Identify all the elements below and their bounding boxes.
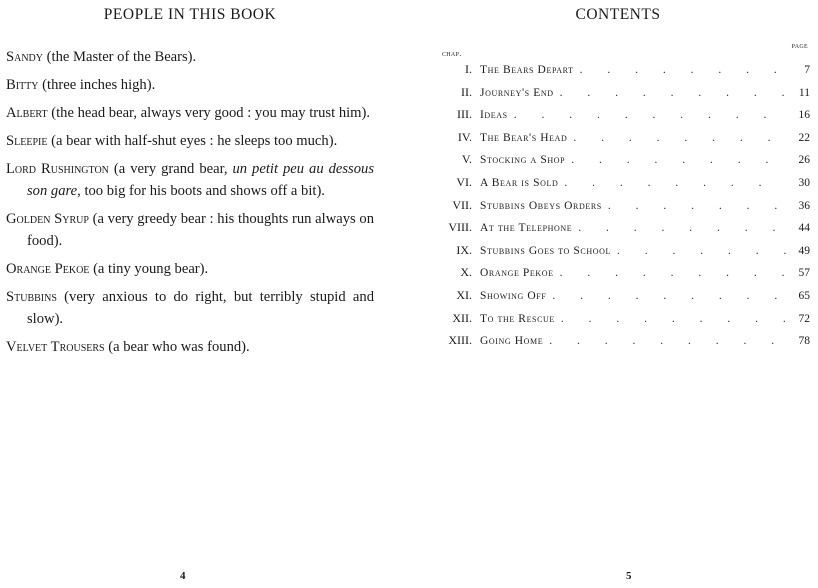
chapter-title: Going Home [480,335,544,348]
person-name: Lord Rushington [6,161,109,177]
person-name: Orange Pekoe [6,261,90,277]
person-description: (very anxious to do right, but terribly stupid and slow). [27,289,374,327]
person-name: Bitty [6,77,39,93]
toc-entry [440,175,810,198]
people-heading: PEOPLE IN THIS BOOK [103,6,277,23]
chapter-page: 49 [798,244,810,257]
chapter-number: XII. [452,310,472,325]
person-entry [6,158,374,202]
person-name: Stubbins [6,289,57,305]
chapter-number: II. [461,84,472,99]
dot-leader [560,87,786,99]
chapter-title: Orange Pekoe [480,267,554,280]
dot-leader [561,313,786,325]
person-entry [6,258,374,280]
chapter-number: VIII. [448,220,472,235]
chapter-number: IX. [456,242,472,257]
toc-entry [440,265,810,288]
toc-entry [440,107,810,130]
chapter-title: Stubbins Obeys Orders [480,199,602,212]
dot-leader [552,290,786,302]
chapter-title: Showing Off [480,289,547,302]
chapter-page: 65 [798,289,810,302]
chapter-page: 57 [798,267,810,280]
person-name: Velvet Trousers [6,339,105,355]
person-entry [6,336,374,358]
chapter-page: 36 [798,199,810,212]
person-entry [6,130,374,152]
chapter-number: V. [461,152,472,167]
chapter-title: Stocking a Shop [480,154,566,167]
toc-entry [440,85,810,108]
chapter-page: 11 [798,86,810,99]
chapter-page: 78 [798,335,810,348]
chapter-page: 44 [798,222,810,235]
chapter-title: A Bear is Sold [480,176,559,189]
chapter-page: 22 [798,131,810,144]
toc-entry [440,333,810,356]
page-number: 4 [180,570,186,582]
toc-entry [440,243,810,266]
dot-leader [617,245,786,257]
chapter-title: At the Telephone [480,222,573,235]
person-description: (the Master of the Bears). [43,49,197,65]
dot-leader [580,64,786,76]
chapter-title: The Bears Depart [480,64,574,76]
person-entry [6,208,374,252]
chapter-number: III. [457,107,472,122]
person-description: (a very greedy bear : his thoughts run always on food). [27,211,374,249]
toc-entry [440,198,810,221]
person-description: (a bear who was found). [104,339,250,355]
chapter-number: X. [460,265,472,280]
chapter-number: IV. [457,129,472,144]
left-page [0,0,400,588]
right-page [418,0,818,588]
dot-leader [549,335,786,347]
dot-leader [571,154,786,166]
dot-leader [560,267,786,279]
chapter-number: XI. [456,287,472,302]
person-name: Sandy [6,49,44,65]
chapter-page: 16 [798,109,810,122]
person-description: (three inches high). [38,77,156,93]
chapter-title: Ideas [480,109,508,122]
person-description-italic: un petit peu au dessous son gare [27,161,375,199]
dot-leader [573,132,786,144]
toc-entry [440,130,810,153]
chapter-number: XIII. [448,333,472,348]
people-list [6,46,374,364]
table-of-contents [440,62,810,356]
person-description: , too big for his boots and shows off a bit). [77,183,325,199]
toc-entry [440,220,810,243]
chapter-page: 26 [798,154,810,167]
person-entry [6,286,374,330]
person-name: Albert [6,105,48,121]
dot-leader [578,222,786,234]
person-description: (a bear with half-shut eyes : he sleeps too much). [47,133,338,149]
person-entry [6,46,374,68]
person-name: Golden Syrup [6,211,89,227]
contents-heading: CONTENTS [575,6,661,23]
person-description: (a very grand bear, [108,161,233,177]
person-entry [6,102,374,124]
person-description: (the head bear, always very good : you may trust him). [47,105,371,121]
chapter-number: I. [465,62,472,76]
toc-entry [440,152,810,175]
person-description: (a tiny young bear). [89,261,209,277]
chapter-number: VI. [456,174,472,189]
person-entry [6,74,374,96]
page-number: 5 [626,570,632,582]
toc-entry [440,62,810,85]
toc-entry [440,288,810,311]
chapter-number: VII. [452,197,472,212]
chapter-column-label: chap. [442,49,462,58]
chapter-page: 7 [804,64,810,76]
chapter-title: To the Rescue [480,312,555,325]
toc-entry [440,311,810,334]
person-name: Sleepie [6,133,48,149]
page-column-label: page [791,41,808,50]
chapter-title: The Bear's Head [480,131,568,144]
chapter-page: 72 [798,312,810,325]
chapter-title: Stubbins Goes to School [480,244,611,257]
dot-leader [564,177,786,189]
chapter-title: Journey's End [480,86,554,99]
dot-leader [514,109,786,121]
chapter-page: 30 [798,176,810,189]
dot-leader [608,200,786,212]
